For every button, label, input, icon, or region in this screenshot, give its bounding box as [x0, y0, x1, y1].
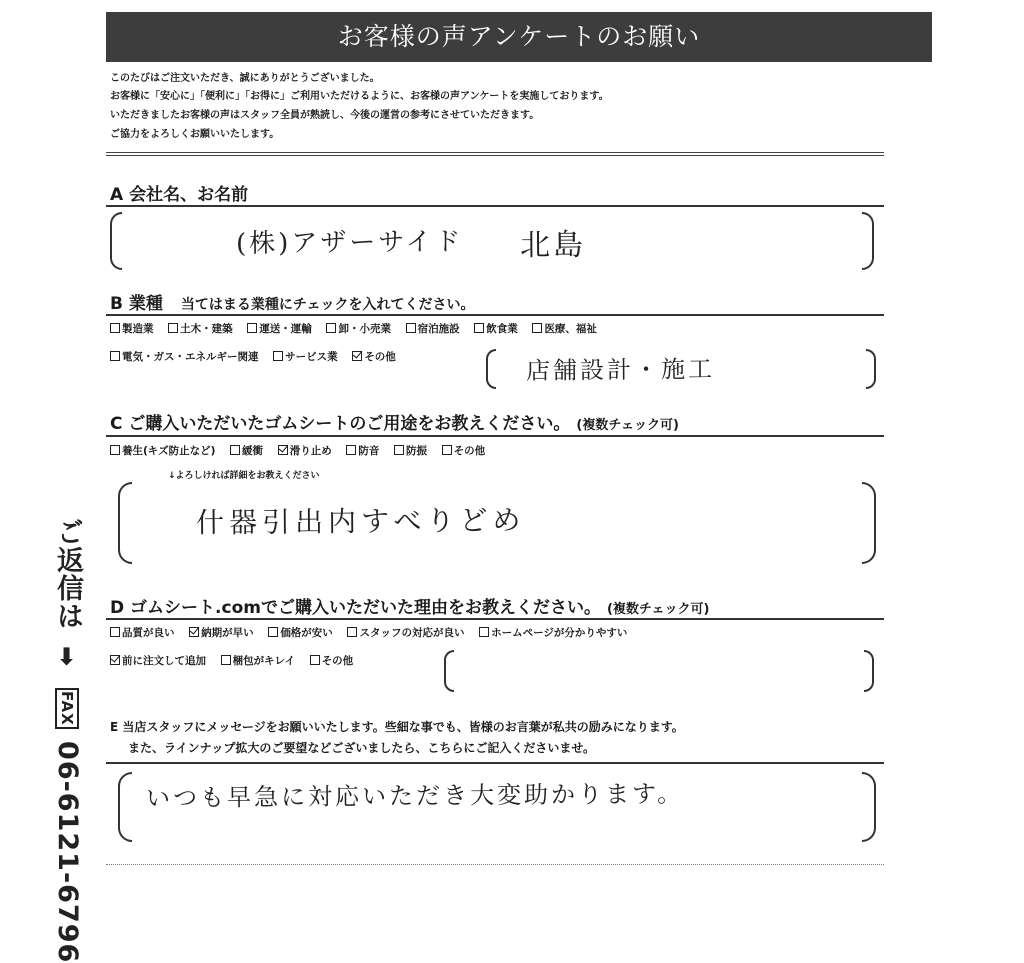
usage-option-soundproof[interactable]: 防音	[346, 444, 379, 458]
fax-icon: FAX	[55, 688, 79, 729]
section-a-rule	[106, 205, 884, 207]
industry-other-answer[interactable]: 店舗設計・施工	[525, 355, 716, 385]
industry-other-bracket-right	[866, 349, 876, 389]
section-a-title: A 会社名、お名前	[110, 185, 249, 205]
reason-option-other[interactable]: その他	[310, 654, 354, 668]
checked-checkbox-icon[interactable]	[352, 351, 362, 361]
checkbox-icon[interactable]	[110, 323, 120, 333]
usage-option-cushioning[interactable]: 緩衝	[230, 444, 263, 458]
section-a-bracket-right	[862, 212, 874, 270]
section-b-subtitle: 当てはまる業種にチェックを入れてください。	[180, 297, 475, 313]
industry-option-manufacturing[interactable]: 製造業	[110, 322, 154, 336]
checkbox-icon[interactable]	[406, 323, 416, 333]
reason-option-quality[interactable]: 品質が良い	[110, 626, 175, 640]
section-b-title-wrap	[110, 294, 474, 315]
checkbox-icon[interactable]	[110, 351, 120, 361]
section-a-bracket-left	[110, 212, 122, 270]
section-c-note: (複数チェック可)	[576, 418, 679, 433]
checkbox-icon[interactable]	[326, 323, 336, 333]
industry-options-row1	[110, 322, 608, 336]
checkbox-icon[interactable]	[221, 655, 231, 665]
industry-option-food-service[interactable]: 飲食業	[474, 322, 518, 336]
usage-detail-bracket-right	[862, 482, 876, 564]
company-name-answer[interactable]: (株)アザーサイド	[235, 227, 464, 259]
checkbox-icon[interactable]	[110, 445, 120, 455]
fax-number: 06-6121-6796	[52, 741, 83, 963]
checkbox-icon[interactable]	[310, 655, 320, 665]
reason-option-packaging[interactable]: 梱包がキレイ	[221, 654, 295, 668]
industry-option-lodging[interactable]: 宿泊施設	[406, 322, 460, 336]
intro-line-4: ご協力をよろしくお願いいたします。	[110, 129, 280, 140]
industry-option-medical-welfare[interactable]: 医療、福祉	[532, 322, 597, 336]
reply-label: ご返信は	[52, 518, 83, 630]
message-answer[interactable]: いつも早急に対応いただき大変助かります。	[145, 779, 685, 813]
person-name-answer[interactable]: 北島	[519, 227, 587, 264]
reason-other-bracket-right	[864, 650, 874, 692]
section-e-rule	[106, 762, 884, 764]
arrow-down-icon: ➡	[53, 646, 81, 668]
usage-detail-answer[interactable]: 什器引出内すべりどめ	[195, 503, 526, 540]
checkbox-icon[interactable]	[168, 323, 178, 333]
usage-option-vibration[interactable]: 防振	[394, 444, 427, 458]
section-e-line-2: また、ラインナップ拡大のご要望などございましたら、こちらにご記入くださいませ。	[128, 741, 596, 755]
industry-option-energy[interactable]: 電気・ガス・エネルギー関連	[110, 350, 259, 364]
reason-option-staff[interactable]: スタッフの対応が良い	[347, 626, 464, 640]
checked-checkbox-icon[interactable]	[278, 445, 288, 455]
checkbox-icon[interactable]	[479, 627, 489, 637]
footer-rule	[106, 864, 884, 865]
industry-option-other[interactable]: その他	[352, 350, 396, 364]
industry-other-bracket-left	[486, 349, 496, 389]
intro-line-3: いただきましたお客様の声はスタッフ全員が熟読し、今後の運営の参考にさせていただきます。	[110, 110, 540, 121]
message-bracket-right	[862, 772, 876, 842]
section-d-title: D ゴムシート.comでご購入いただいた理由をお教えください。	[110, 598, 601, 618]
survey-title: お客様の声アンケートのお願い	[106, 12, 932, 62]
reason-options-row1	[110, 626, 638, 640]
reason-options-row2	[110, 654, 364, 668]
checked-checkbox-icon[interactable]	[189, 627, 199, 637]
checkbox-icon[interactable]	[442, 445, 452, 455]
checkbox-icon[interactable]	[347, 627, 357, 637]
intro-line-2: お客様に「安心に」「便利に」「お得に」ご利用いただけるように、お客様の声アンケートを実施しております。	[110, 91, 609, 102]
checkbox-icon[interactable]	[273, 351, 283, 361]
reason-option-price[interactable]: 価格が安い	[268, 626, 333, 640]
usage-option-protection[interactable]: 養生(キズ防止など)	[110, 444, 215, 458]
checkbox-icon[interactable]	[268, 627, 278, 637]
intro-line-1: このたびはご注文いただき、誠にありがとうございました。	[110, 73, 380, 84]
checkbox-icon[interactable]	[346, 445, 356, 455]
reason-option-repeat-order[interactable]: 前に注文して追加	[110, 654, 206, 668]
section-c-title: C ご購入いただいたゴムシートのご用途をお教えください。	[110, 414, 571, 434]
fax-reply-sidebar	[48, 518, 87, 963]
message-bracket-left	[118, 772, 132, 842]
reason-other-field[interactable]	[456, 650, 860, 688]
industry-options-row2	[110, 350, 407, 364]
industry-option-civil-construction[interactable]: 土木・建築	[168, 322, 233, 336]
section-c-title-wrap	[110, 414, 679, 436]
checkbox-icon[interactable]	[247, 323, 257, 333]
section-d-note: (複数チェック可)	[606, 602, 710, 617]
usage-option-anti-slip[interactable]: 滑り止め	[278, 444, 332, 458]
section-b-title: B 業種	[110, 294, 163, 314]
section-d-rule	[106, 618, 884, 620]
section-c-rule	[106, 435, 884, 437]
checkbox-icon[interactable]	[532, 323, 542, 333]
section-d-title-wrap	[110, 598, 709, 620]
checkbox-icon[interactable]	[474, 323, 484, 333]
industry-option-service[interactable]: サービス業	[273, 350, 338, 364]
reason-option-website[interactable]: ホームページが分かりやすい	[479, 626, 627, 640]
industry-option-wholesale-retail[interactable]: 卸・小売業	[326, 322, 391, 336]
industry-option-transport[interactable]: 運送・運輸	[247, 322, 312, 336]
checkbox-icon[interactable]	[230, 445, 240, 455]
section-b-rule	[106, 314, 884, 316]
reason-option-fast-delivery[interactable]: 納期が早い	[189, 626, 254, 640]
reason-other-bracket-left	[444, 650, 454, 692]
usage-detail-bracket-left	[118, 482, 132, 564]
usage-options	[110, 444, 496, 458]
checkbox-icon[interactable]	[110, 627, 120, 637]
checkbox-icon[interactable]	[394, 445, 404, 455]
checked-checkbox-icon[interactable]	[110, 655, 120, 665]
usage-option-other[interactable]: その他	[442, 444, 486, 458]
usage-detail-hint: ↓よろしければ詳細をお教えください	[168, 471, 320, 481]
intro-divider	[106, 152, 884, 156]
section-e-line-1: E 当店スタッフにメッセージをお願いいたします。些細な事でも、皆様のお言葉が私共の励みになります。	[110, 720, 684, 734]
